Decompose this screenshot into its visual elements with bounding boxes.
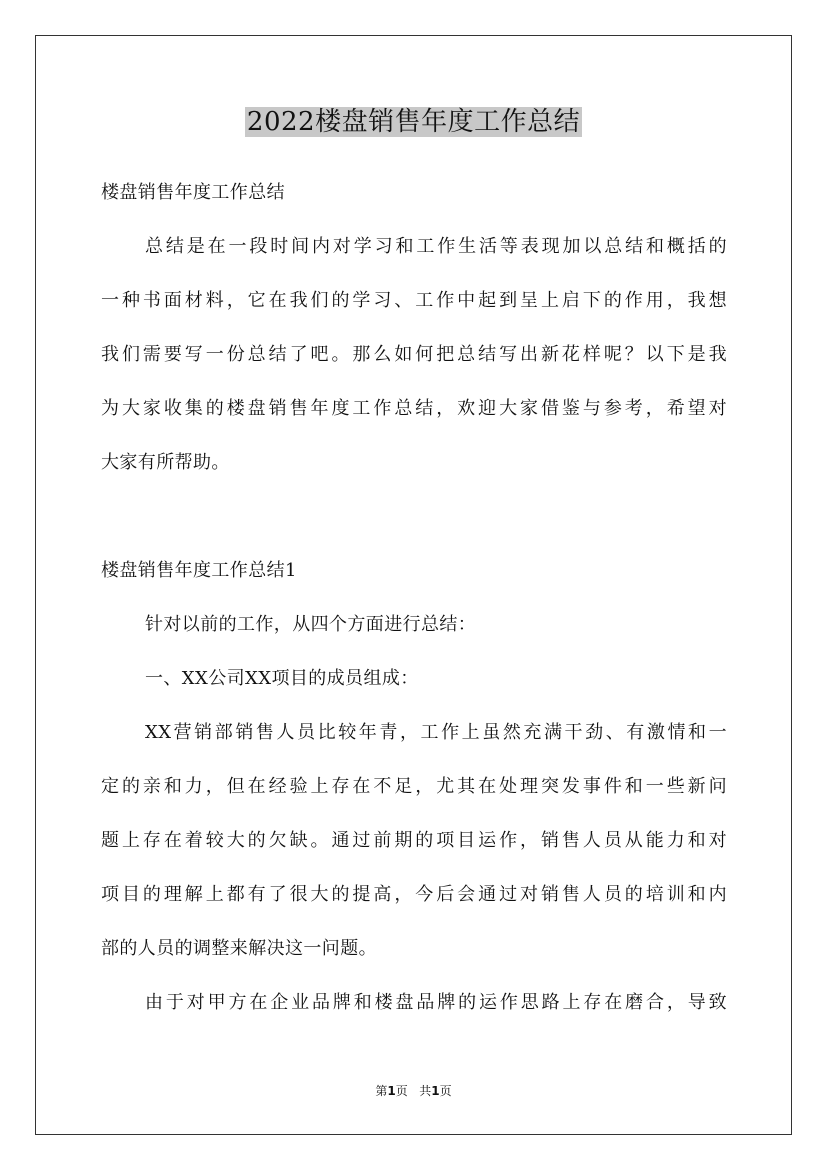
section-heading: 楼盘销售年度工作总结: [101, 182, 285, 203]
footer-page-suffix: 页: [395, 1084, 408, 1098]
paragraph-line: 大家有所帮助。: [101, 452, 230, 473]
subsection-heading: 一、XX公司XX项目的成员组成：: [145, 668, 419, 689]
paragraph-line: 为大家收集的楼盘销售年度工作总结，欢迎大家借鉴与参考，希望对: [101, 398, 727, 419]
paragraph-line: 题上存在着较大的欠缺。通过前期的项目运作，销售人员从能力和对: [101, 830, 727, 851]
footer-total-prefix: 共: [419, 1084, 432, 1098]
paragraph-line: 针对以前的工作，从四个方面进行总结：: [145, 614, 477, 635]
document-title-text: 2022楼盘销售年度工作总结: [246, 107, 581, 137]
page-footer: [0, 1083, 827, 1099]
footer-total-number: 1: [431, 1084, 440, 1098]
paragraph-line: 一种书面材料，它在我们的学习、工作中起到呈上启下的作用，我想: [101, 290, 727, 311]
footer-page-prefix: 第: [375, 1084, 388, 1098]
paragraph-line: 总结是在一段时间内对学习和工作生活等表现加以总结和概括的: [145, 236, 727, 257]
paragraph-line: 部的人员的调整来解决这一问题。: [101, 938, 377, 959]
footer-total-suffix: 页: [439, 1084, 452, 1098]
paragraph-line: 由于对甲方在企业品牌和楼盘品牌的运作思路上存在磨合，导致: [145, 992, 727, 1013]
paragraph-line: 我们需要写一份总结了吧。那么如何把总结写出新花样呢？以下是我: [101, 344, 727, 365]
paragraph-line: 项目的理解上都有了很大的提高，今后会通过对销售人员的培训和内: [101, 884, 727, 905]
document-title: [0, 102, 827, 142]
paragraph-line: 定的亲和力，但在经验上存在不足，尤其在处理突发事件和一些新问: [101, 776, 727, 797]
footer-page-number: 1: [387, 1084, 396, 1098]
paragraph-line: XX营销部销售人员比较年青，工作上虽然充满干劲、有激情和一: [145, 722, 727, 743]
section-heading: 楼盘销售年度工作总结1: [101, 560, 297, 581]
